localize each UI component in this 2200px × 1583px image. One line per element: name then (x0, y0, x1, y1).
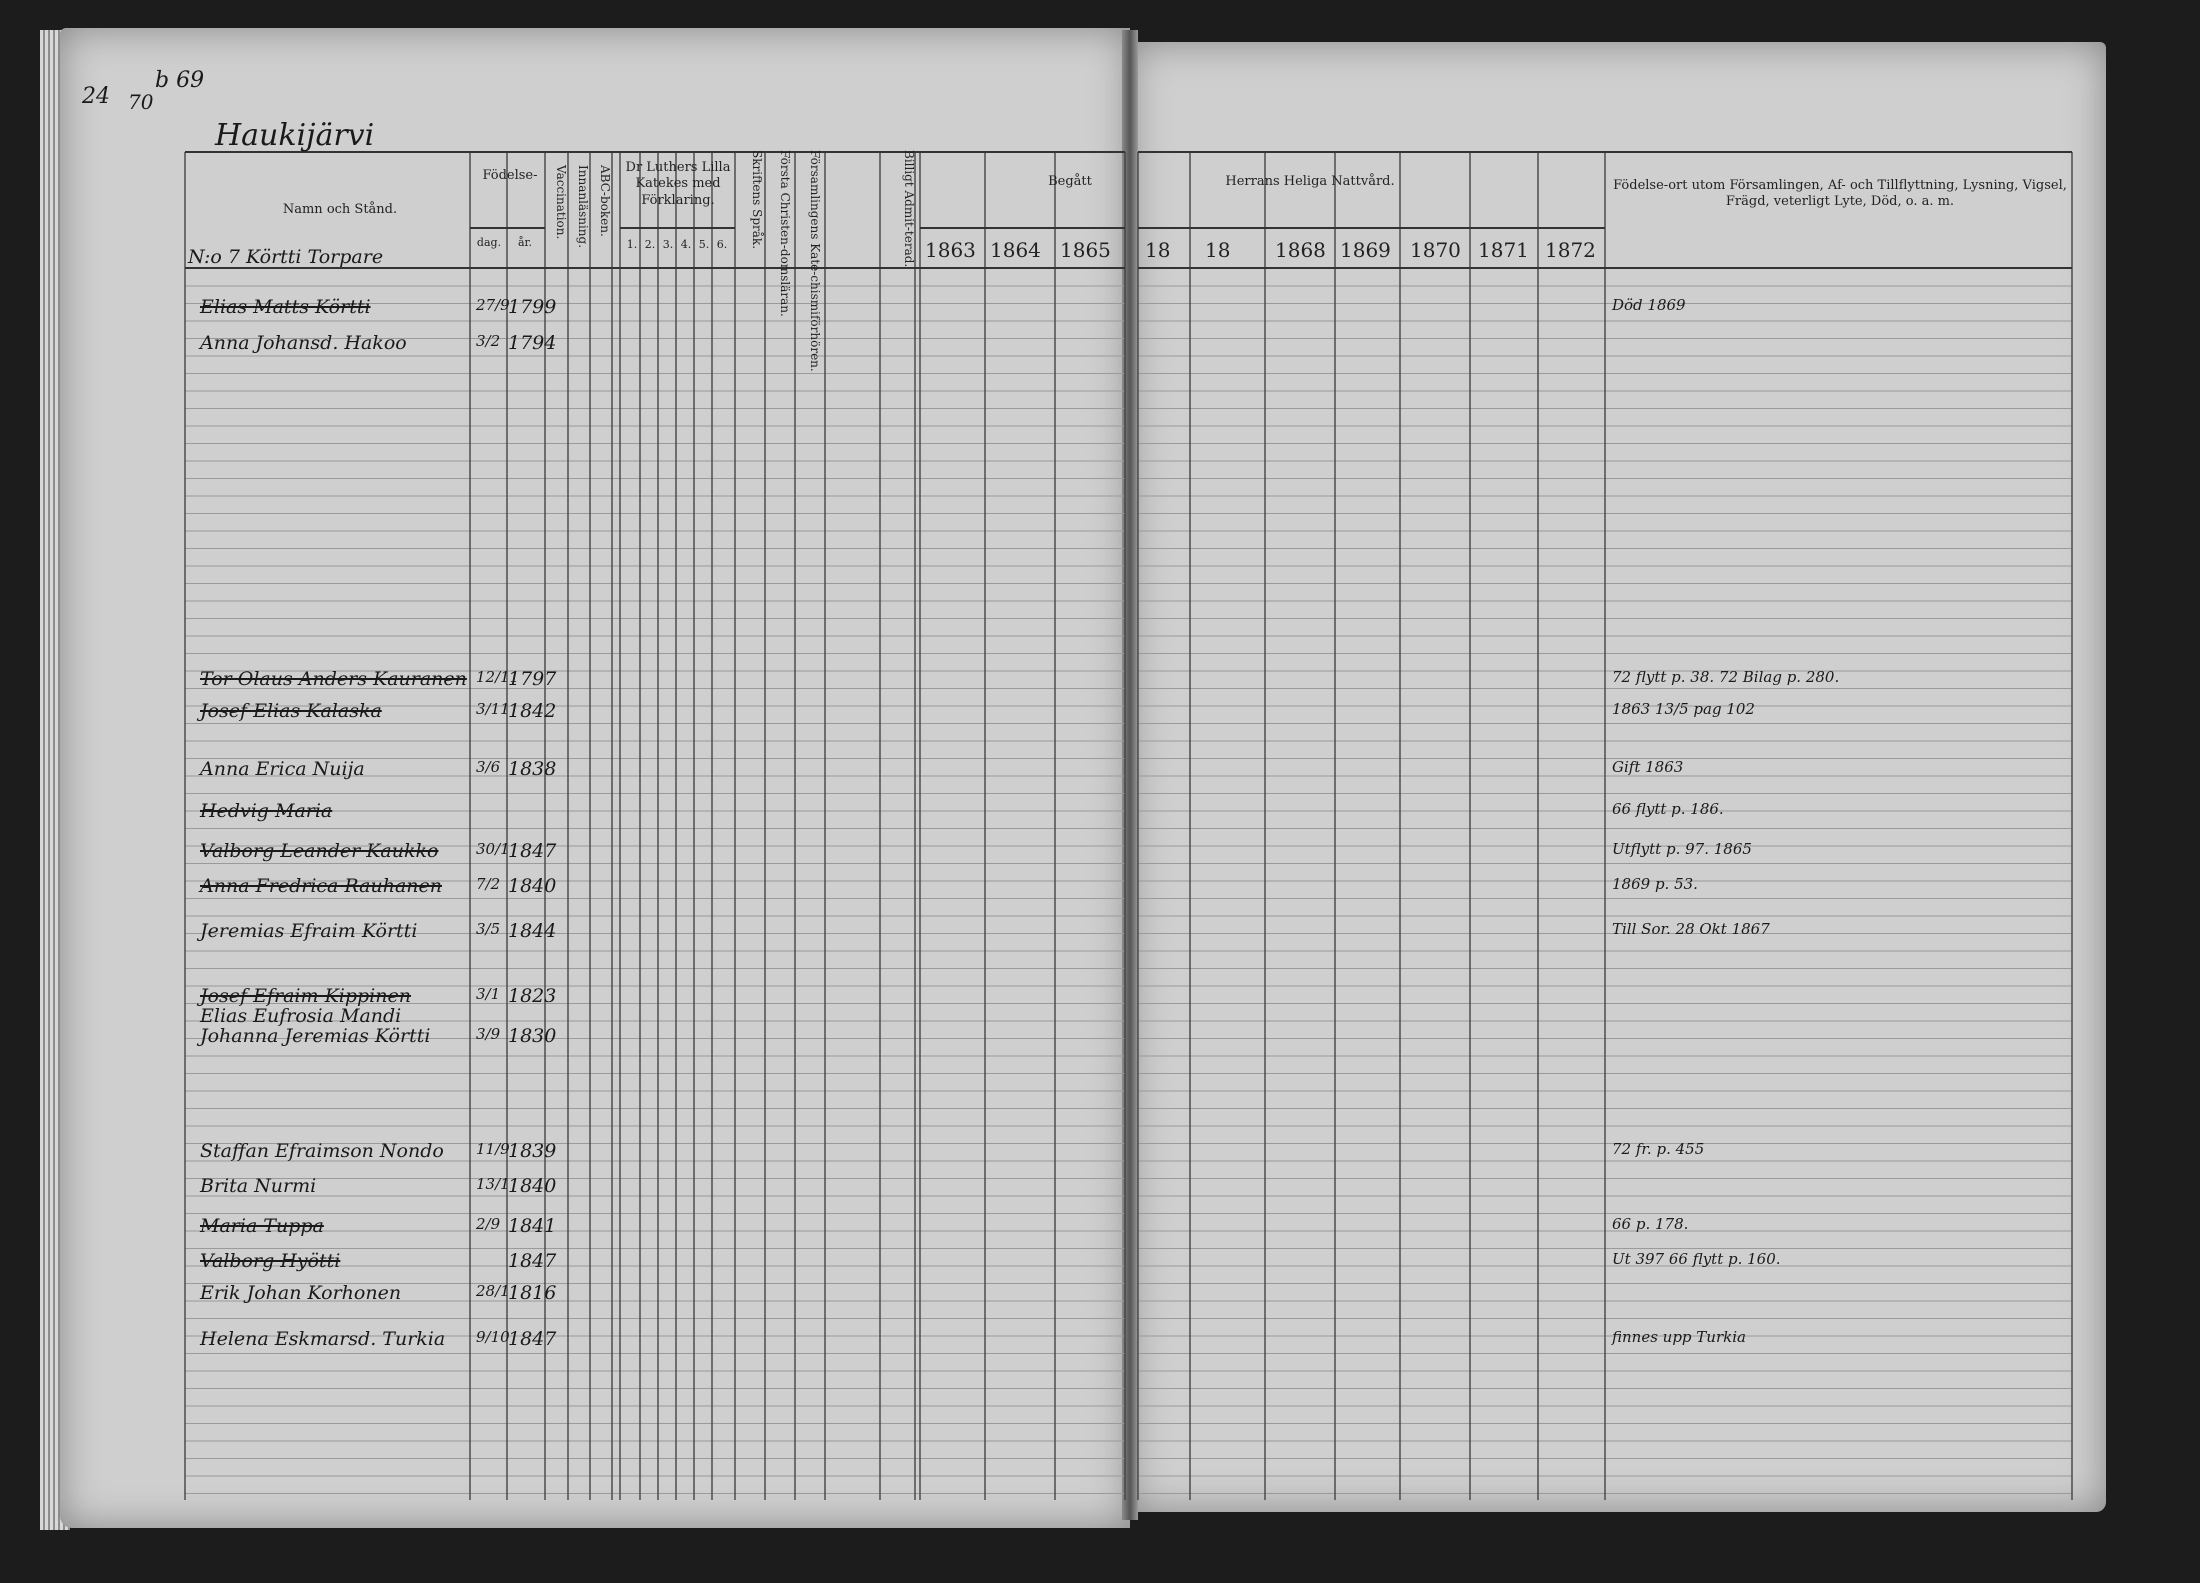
entry-birth-year: 1847 (508, 1250, 557, 1272)
entry-birth-year: 1830 (508, 1025, 557, 1047)
col-scripture: Skriftens Språk. (750, 150, 764, 250)
year-label: 18 (1205, 238, 1231, 262)
entry-birth-year: 1840 (508, 875, 557, 897)
col-abc: ABC-boken. (598, 165, 612, 237)
col-luther-header: Dr Luthers Lilla Katekes med Förklaring. (625, 160, 731, 208)
entry-name: Maria Tuppa (200, 1215, 324, 1237)
entry-name: Anna Johansd. Hakoo (200, 332, 407, 354)
entry-birth-year: 1842 (508, 700, 557, 722)
entry-birth-day: 3/6 (476, 758, 501, 776)
entry-note: Utflytt p. 97. 1865 (1612, 840, 1752, 858)
year-label: 18 (1145, 238, 1171, 262)
year-label: 1865 (1060, 238, 1111, 262)
year-label: 1870 (1410, 238, 1461, 262)
entry-note: 66 flytt p. 186. (1612, 800, 1724, 818)
entry-name: Valborg Hyötti (200, 1250, 341, 1272)
entry-name: Staffan Efraimson Nondo (200, 1140, 444, 1162)
entry-note: 72 fr. p. 455 (1612, 1140, 1705, 1158)
entry-name: Johanna Jeremias Körtti (200, 1025, 431, 1047)
entry-name: Elias Eufrosia Mandi (200, 1005, 402, 1027)
col-reading: Innanläsning. (576, 165, 590, 249)
year-label: 1863 (925, 238, 976, 262)
entry-birth-day: 28/1 (476, 1282, 510, 1300)
entry-name: Elias Matts Körtti (200, 296, 371, 318)
entry-note: 66 p. 178. (1612, 1215, 1689, 1233)
luther-col-label: 2. (644, 238, 656, 251)
luther-col-label: 3. (662, 238, 674, 251)
col-birth-year: år. (517, 236, 533, 249)
entry-note: 72 flytt p. 38. 72 Bilag p. 280. (1612, 668, 1840, 686)
col-name-header: Namn och Stånd. (282, 202, 398, 217)
communion-header: Herrans Heliga Nattvård. (1225, 174, 1395, 189)
notes-header: Födelse-ort utom Församlingen, Af- och Tillflyttning, Lysning, Vigsel, Frägd, veterligt Lyte, Död, o. a. m. (1613, 178, 2067, 210)
col-vaccination: Vaccination. (554, 165, 568, 240)
entry-birth-day: 11/9 (476, 1140, 510, 1158)
entry-birth-day: 27/9 (476, 296, 510, 314)
entry-name: Josef Efraim Kippinen (200, 985, 411, 1007)
luther-col-label: 1. (626, 238, 638, 251)
entry-birth-year: 1823 (508, 985, 557, 1007)
place-name: Haukijärvi (215, 118, 375, 153)
entry-name: Anna Erica Nuija (200, 758, 365, 780)
entry-birth-day: 30/1 (476, 840, 510, 858)
entry-birth-year: 1838 (508, 758, 557, 780)
entry-birth-day: 9/10 (476, 1328, 510, 1346)
margin-number: 70 (128, 90, 154, 114)
luther-col-label: 6. (716, 238, 728, 251)
begatt-header: Begått (1048, 174, 1092, 189)
entry-note: finnes upp Turkia (1612, 1328, 1746, 1346)
year-label: 1869 (1340, 238, 1391, 262)
house-label: N:o 7 Körtti Torpare (188, 246, 384, 268)
luther-col-label: 5. (698, 238, 710, 251)
entry-birth-day: 7/2 (476, 875, 501, 893)
entry-name: Josef Elias Kalaska (200, 700, 382, 722)
folio-note: b 69 (155, 68, 205, 93)
col-birth-header: Födelse- (482, 168, 538, 183)
entry-birth-year: 1840 (508, 1175, 557, 1197)
margin-number: 24 (82, 84, 110, 109)
entry-birth-day: 3/2 (476, 332, 501, 350)
entry-note: Död 1869 (1612, 296, 1686, 314)
entry-name: Helena Eskmarsd. Turkia (200, 1328, 446, 1350)
entry-name: Valborg Leander Kaukko (200, 840, 439, 862)
col-gathering: Församlingens Kate-chismiförhören. (808, 150, 822, 372)
entry-name: Tor Olaus Anders Kauranen (200, 668, 467, 690)
entry-birth-day: 13/1 (476, 1175, 510, 1193)
entry-birth-day: 3/5 (476, 920, 501, 938)
entry-birth-year: 1847 (508, 840, 557, 862)
entry-note: 1863 13/5 pag 102 (1612, 700, 1755, 718)
entry-note: Till Sor. 28 Okt 1867 (1612, 920, 1770, 938)
entry-name: Brita Nurmi (200, 1175, 317, 1197)
year-label: 1872 (1545, 238, 1596, 262)
entry-name: Erik Johan Korhonen (200, 1282, 402, 1304)
entry-birth-year: 1794 (508, 332, 557, 354)
year-label: 1864 (990, 238, 1041, 262)
entry-birth-day: 2/9 (476, 1215, 501, 1233)
col-birth-day: dag. (476, 236, 502, 249)
col-first-christian: Första Christen-domsläran. (778, 150, 792, 317)
entry-birth-day: 3/1 (476, 985, 501, 1003)
entry-note: Gift 1863 (1612, 758, 1684, 776)
entry-birth-day: 3/11 (476, 700, 510, 718)
entry-name: Anna Fredrica Rauhanen (200, 875, 442, 897)
entry-name: Hedvig Maria (200, 800, 333, 822)
col-admitted: Billigt Admit-terad. (902, 150, 916, 268)
entry-note: 1869 p. 53. (1612, 875, 1698, 893)
entry-birth-year: 1847 (508, 1328, 557, 1350)
luther-col-label: 4. (680, 238, 692, 251)
entry-birth-year: 1799 (508, 296, 557, 318)
entry-birth-day: 3/9 (476, 1025, 501, 1043)
entry-name: Jeremias Efraim Körtti (200, 920, 418, 942)
entry-note: Ut 397 66 flytt p. 160. (1612, 1250, 1781, 1268)
entry-birth-year: 1841 (508, 1215, 557, 1237)
entry-birth-year: 1844 (508, 920, 557, 942)
entry-birth-year: 1839 (508, 1140, 557, 1162)
entry-birth-year: 1797 (508, 668, 557, 690)
year-label: 1868 (1275, 238, 1326, 262)
entry-birth-year: 1816 (508, 1282, 557, 1304)
entry-birth-day: 12/11 (476, 668, 520, 686)
year-label: 1871 (1478, 238, 1529, 262)
